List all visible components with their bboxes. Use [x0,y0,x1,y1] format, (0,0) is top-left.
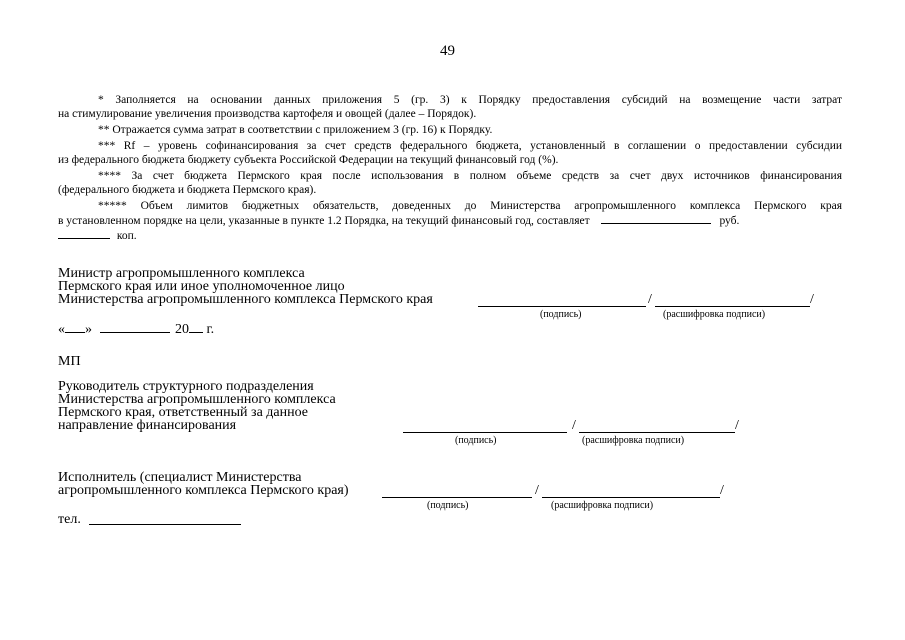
page-number: 49 [440,43,455,59]
executor-decryption-caption: (расшифровка подписи) [551,500,654,511]
footnote-5-text: в установленном порядке на цели, указанные в пункте 1.2 Порядка, на текущий финансовый год, составляет [58,215,590,227]
head-signature-line [403,432,567,433]
rub-label: руб. [719,215,740,227]
footnote-5-line-3 [58,229,137,244]
footnote-5-line-2 [58,214,842,229]
head-title-line-3: Пермского края, ответственный за данное [58,405,308,420]
kop-label: коп. [116,230,137,242]
footnote-3-line-1: *** Rf – уровень софинансирования за счет средств федерального бюджета, установленный в соглашении о предоставлении субсидии [98,140,842,152]
year-blank [189,331,203,333]
head-signature-caption: (подпись) [455,435,497,446]
minister-slash-end: / [810,292,814,307]
head-title-line-4: направление финансирования [58,418,237,433]
executor-slash-end: / [720,483,724,498]
head-title-line-2: Министерства агропромышленного комплекса [58,392,336,407]
executor-decryption-line [542,497,720,498]
minister-signature-caption: (подпись) [540,309,582,320]
footnote-5-line-1: ***** Объем лимитов бюджетных обязательств, доведенных до Министерства агропромышленного комплекса Пермского края [98,200,842,212]
minister-slash: / [648,292,652,307]
minister-title-line-1: Министр агропромышленного комплекса [58,266,305,281]
minister-decryption-line [655,306,810,307]
head-slash: / [572,418,576,433]
executor-signature-caption: (подпись) [427,500,469,511]
executor-title-line-1: Исполнитель (специалист Министерства [58,470,302,485]
day-blank [65,331,85,333]
footnote-2: ** Отражается сумма затрат в соответствии с приложением 3 (гр. 16) к Порядку. [98,124,493,136]
date-open-quote: « [58,322,65,337]
executor-title-line-2: агропромышленного комплекса Пермского края) [58,483,349,498]
minister-title-line-3: Министерства агропромышленного комплекса Пермского края [58,292,433,307]
kop-blank-line [58,237,110,239]
minister-signature-line [478,306,646,307]
phone-label: тел. [58,512,81,527]
stamp-mark: МП [58,354,81,369]
footnote-1-line-2: на стимулирование увеличения производства картофеля и овощей (далее – Порядок). [58,108,477,120]
footnote-4-line-1: **** За счет бюджета Пермского края после использования в полном объеме средств за счет двух источников финансирования [98,170,842,182]
year-prefix: 20 [175,322,189,337]
minister-decryption-caption: (расшифровка подписи) [663,309,766,320]
footnote-3-line-2: из федерального бюджета бюджету субъекта Российской Федерации на текущий финансовый год (%). [58,154,559,166]
month-blank [100,331,170,333]
rub-blank-line [601,222,711,224]
head-slash-end: / [735,418,739,433]
date-line [58,324,214,337]
head-decryption-line [579,432,735,433]
executor-signature-line [382,497,532,498]
date-close-quote: » [85,322,92,337]
executor-slash: / [535,483,539,498]
footnote-1-line-1: * Заполняется на основании данных приложения 5 (гр. 3) к Порядку предоставления субсидий на возмещение части затрат [98,94,842,106]
year-suffix: г. [206,322,215,337]
phone-blank-line [89,524,241,525]
footnote-4-line-2: (федерального бюджета и бюджета Пермского края). [58,184,317,196]
head-title-line-1: Руководитель структурного подразделения [58,379,314,394]
head-decryption-caption: (расшифровка подписи) [582,435,685,446]
minister-title-line-2: Пермского края или иное уполномоченное лицо [58,279,345,294]
